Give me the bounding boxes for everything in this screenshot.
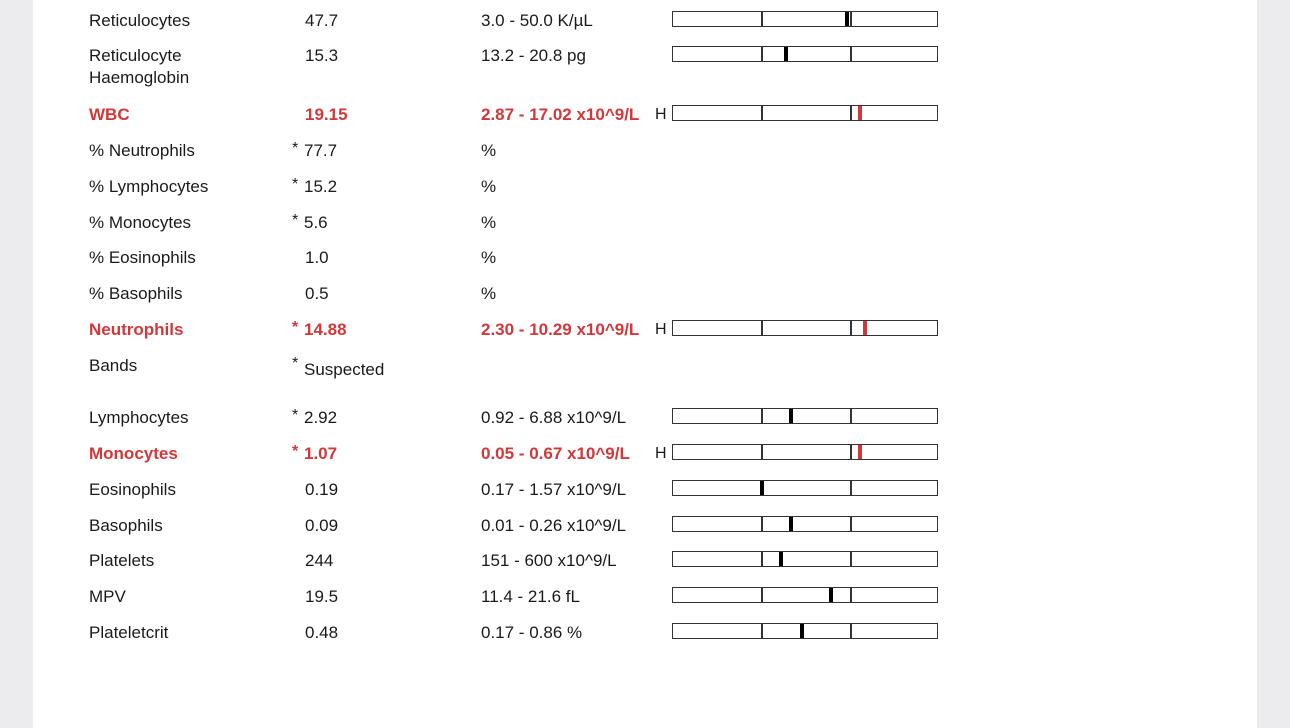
test-name: Platelets <box>89 551 155 570</box>
result-value: 0.09 <box>305 516 339 535</box>
range-bar-divider <box>850 624 852 638</box>
result-value: 19.5 <box>305 587 339 606</box>
reference-range: % <box>481 284 497 303</box>
range-bar-divider <box>761 321 763 335</box>
range-bar <box>672 623 938 639</box>
range-bar <box>672 444 938 460</box>
test-name: % Eosinophils <box>89 248 196 267</box>
result-value: 15.3 <box>305 46 339 65</box>
reference-range: 0.17 - 0.86 % <box>481 623 583 642</box>
range-bar <box>672 408 938 424</box>
result-row <box>33 407 1257 437</box>
test-name: Bands <box>89 356 138 375</box>
test-name: Eosinophils <box>89 480 176 499</box>
result-value: 77.7 <box>304 141 338 160</box>
range-bar-divider <box>761 517 763 531</box>
reference-range: 0.05 - 0.67 x10^9/L <box>481 444 630 463</box>
range-bar-divider <box>761 47 763 61</box>
result-marker <box>800 624 804 638</box>
range-bar-divider <box>761 445 763 459</box>
result-row <box>33 283 1257 313</box>
result-value: 19.15 <box>305 105 348 124</box>
range-bar-divider <box>850 481 852 495</box>
range-bar-divider <box>761 624 763 638</box>
range-bar <box>672 551 938 567</box>
result-row <box>33 247 1257 277</box>
reference-range: 0.17 - 1.57 x10^9/L <box>481 480 627 499</box>
test-name: Plateletcrit <box>89 623 169 642</box>
range-bar <box>672 516 938 532</box>
asterisk-note: * <box>292 140 299 157</box>
range-bar <box>672 105 938 121</box>
reference-range: % <box>481 248 497 267</box>
range-bar-divider <box>850 409 852 423</box>
reference-range: 2.30 - 10.29 x10^9/L <box>481 320 640 339</box>
high-flag: H <box>655 106 667 123</box>
result-value: 244 <box>305 551 334 570</box>
test-name: % Basophils <box>89 284 183 303</box>
result-row <box>33 10 1257 40</box>
test-name: Neutrophils <box>89 320 184 339</box>
range-bar-divider <box>761 12 763 26</box>
range-bar-divider <box>850 445 852 459</box>
range-bar <box>672 320 938 336</box>
reference-range: 0.92 - 6.88 x10^9/L <box>481 408 627 427</box>
test-name: % Neutrophils <box>89 141 195 160</box>
result-value: 15.2 <box>304 177 338 196</box>
range-bar-divider <box>850 552 852 566</box>
range-bar-divider <box>850 47 852 61</box>
test-name: % Monocytes <box>89 213 192 232</box>
test-name: Lymphocytes <box>89 408 189 427</box>
range-bar-divider <box>761 588 763 602</box>
range-bar-divider <box>761 409 763 423</box>
result-marker <box>789 409 793 423</box>
reference-range: % <box>481 177 497 196</box>
asterisk-note: * <box>292 319 299 336</box>
range-bar-divider <box>761 106 763 120</box>
result-marker <box>760 481 764 495</box>
asterisk-note: * <box>292 176 299 193</box>
result-value: 2.92 <box>304 408 338 427</box>
result-row <box>33 104 1257 134</box>
asterisk-note: * <box>292 407 299 424</box>
reference-range: 2.87 - 17.02 x10^9/L <box>481 105 640 124</box>
result-row <box>33 45 1257 87</box>
range-bar-divider <box>850 12 852 26</box>
range-bar <box>672 46 938 62</box>
range-bar <box>672 480 938 496</box>
result-value: 5.6 <box>304 213 328 232</box>
result-value: 0.19 <box>305 480 339 499</box>
high-flag: H <box>655 321 667 338</box>
result-marker <box>858 106 862 120</box>
result-marker <box>779 552 783 566</box>
result-value: 1.07 <box>304 444 338 463</box>
test-name: MPV <box>89 587 126 606</box>
result-row <box>33 479 1257 509</box>
reference-range: % <box>481 141 497 160</box>
result-row <box>33 319 1257 349</box>
asterisk-note: * <box>292 443 299 460</box>
result-row <box>33 176 1257 206</box>
test-name: Reticulocytes <box>89 11 191 30</box>
range-bar-divider <box>850 517 852 531</box>
result-value: 0.48 <box>305 623 339 642</box>
reference-range: 151 - 600 x10^9/L <box>481 551 617 570</box>
test-name: % Lymphocytes <box>89 177 209 196</box>
range-bar-divider <box>850 588 852 602</box>
range-bar-divider <box>850 106 852 120</box>
test-name: WBC <box>89 105 130 124</box>
result-row <box>33 586 1257 616</box>
test-name: Monocytes <box>89 444 178 463</box>
asterisk-note: * <box>292 355 299 372</box>
result-marker <box>784 47 788 61</box>
result-row <box>33 550 1257 580</box>
lab-report-page <box>33 0 1257 728</box>
range-bar-divider <box>761 552 763 566</box>
result-row <box>33 355 1257 385</box>
result-row <box>33 622 1257 652</box>
reference-range: 11.4 - 21.6 fL <box>481 587 580 606</box>
reference-range: 3.0 - 50.0 K/µL <box>481 11 593 30</box>
result-marker <box>845 12 849 26</box>
result-marker <box>858 445 862 459</box>
asterisk-note: * <box>292 212 299 229</box>
result-row <box>33 212 1257 242</box>
range-bar-divider <box>850 321 852 335</box>
result-value: 0.5 <box>305 284 329 303</box>
reference-range: 0.01 - 0.26 x10^9/L <box>481 516 627 535</box>
test-name: Basophils <box>89 516 163 535</box>
test-name: Reticulocyte Haemoglobin <box>89 46 190 87</box>
reference-range: % <box>481 213 497 232</box>
result-marker <box>829 588 833 602</box>
result-marker <box>863 321 867 335</box>
result-value: 1.0 <box>305 248 329 267</box>
result-row <box>33 443 1257 473</box>
range-bar <box>672 587 938 603</box>
result-value: 47.7 <box>305 11 339 30</box>
result-row <box>33 515 1257 545</box>
result-row <box>33 140 1257 170</box>
result-value: 14.88 <box>304 320 347 339</box>
range-bar <box>672 11 938 27</box>
result-value: Suspected <box>304 360 385 379</box>
result-marker <box>789 517 793 531</box>
reference-range: 13.2 - 20.8 pg <box>481 46 586 65</box>
high-flag: H <box>655 445 667 462</box>
